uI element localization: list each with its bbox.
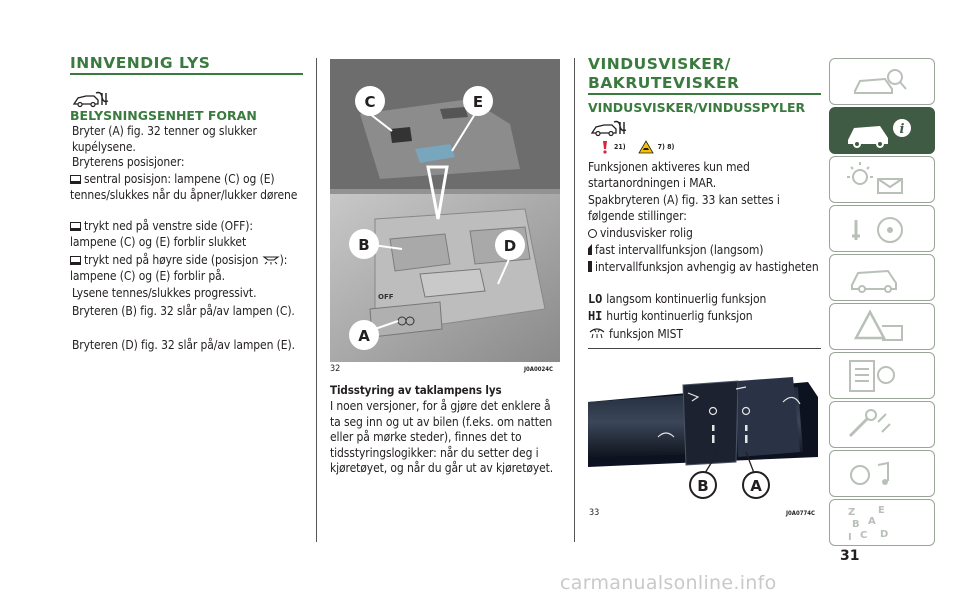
tab-lights-warnings[interactable] (829, 156, 935, 203)
section-title: VINDUSVISKER/ BAKRUTEVISKER (588, 55, 740, 92)
list-item: funksjon MIST (588, 326, 820, 343)
warning-triangle-icon (830, 304, 936, 351)
version-icons (72, 89, 112, 109)
paragraph: Bryterens posisjoner: (72, 155, 185, 169)
checklist-icon (830, 353, 936, 400)
svg-text:E: E (878, 505, 885, 516)
figure-code: J0A0024C (524, 366, 553, 373)
svg-text:Z: Z (848, 507, 856, 518)
figure-number: 33 (589, 508, 600, 518)
column-divider (316, 58, 317, 542)
roof-console-illustration (330, 59, 560, 362)
svg-text:A: A (358, 327, 370, 345)
list-item: HI hurtig kontinuerlig funksjon (588, 309, 753, 323)
version-icons (590, 118, 630, 138)
paragraph: I noen versjoner, for å gjøre det enklere å ta seg inn og ut av bilen (f.eks. om natten eller på mørke steder), finnes det to tidsstyringslogikker: når du setter deg i kjøretøyet, og når du går ut av kjøretøyet. (330, 399, 554, 475)
interior-lamp-icon (262, 255, 280, 265)
paragraph: Bryteren (B) fig. 32 slår på/av lampen (C). (72, 304, 295, 318)
section-title: INNVENDIG LYS (70, 54, 211, 72)
mist-icon (588, 326, 606, 339)
car-icon (830, 255, 936, 302)
page-number: 31 (840, 548, 860, 564)
car-info-icon (830, 108, 936, 155)
tab-technical-data[interactable] (829, 401, 935, 448)
section-subtitle: BELYSNINGSENHET FORAN (70, 108, 257, 123)
off-position-icon (588, 229, 597, 238)
alphabet-index-icon (830, 500, 936, 547)
tab-dashboard[interactable] (829, 58, 935, 105)
svg-text:D: D (880, 529, 889, 540)
svg-text:i: i (899, 122, 905, 137)
interval-speed-icon (588, 261, 592, 272)
figure-number: 32 (330, 364, 341, 374)
car-variant-icon (590, 118, 630, 138)
tab-safety[interactable] (829, 205, 935, 252)
hi-symbol: HI (588, 309, 603, 323)
svg-text:C: C (364, 93, 376, 111)
list-item: trykt ned på høyre side (posisjon ): lampene (C) og (E) forblir på. (70, 253, 288, 283)
lo-symbol: LO (588, 292, 603, 306)
subheading: Tidsstyring av taklampens lys (330, 383, 502, 397)
list-item: trykt ned på venstre side (OFF): lampene (C) og (E) forblir slukket (70, 219, 253, 249)
list-item: intervallfunksjon avhengig av hastigheten (588, 260, 820, 276)
caution-icon (638, 140, 654, 154)
tab-emergency[interactable] (829, 303, 935, 350)
svg-text:E: E (472, 93, 484, 111)
wiper-stalk-illustration (588, 357, 821, 504)
svg-text:I: I (848, 532, 852, 543)
tab-maintenance[interactable] (829, 352, 935, 399)
list-item: vindusvisker rolig (588, 226, 820, 242)
multimedia-icon (830, 451, 936, 498)
paragraph: Spakbryteren (A) fig. 33 kan settes i følgende stillinger: (588, 193, 780, 223)
column-divider (574, 58, 575, 542)
list-item: fast intervallfunksjon (langsom) (588, 243, 820, 259)
switch-right-icon (70, 256, 81, 265)
warning-lights-icon (830, 157, 936, 204)
tab-vehicle-knowledge[interactable] (829, 107, 935, 154)
list-item: sentral posisjon: lampene (C) og (E) tennes/slukkes når du åpner/lukker dørene (70, 172, 298, 202)
svg-text:A: A (750, 477, 762, 495)
section-subtitle: VINDUSVISKER/VINDUSSPYLER (588, 100, 806, 115)
figure-code: J0A0774C (786, 510, 815, 517)
paragraph: Funksjonen aktiveres kun med startanordningen i MAR. (588, 160, 750, 190)
figure-top-rule (588, 348, 821, 349)
svg-text:B: B (697, 477, 709, 495)
watermark: carmanualsonline.info (560, 572, 777, 594)
list-item: LO langsom kontinuerlig funksjon (588, 292, 767, 306)
svg-text:B: B (852, 519, 860, 530)
paragraph: Lysene tennes/slukkes progressivt. (72, 286, 257, 300)
figure-32-photo (330, 59, 560, 362)
interval-slow-icon (588, 244, 592, 255)
svg-text:B: B (358, 236, 370, 254)
tab-starting-driving[interactable] (829, 254, 935, 301)
warning-refs: 21) 7) 8) (600, 140, 674, 154)
wrench-icon (830, 402, 936, 449)
warning-icon (600, 140, 610, 154)
off-label: OFF (378, 293, 394, 301)
steering-wheel-icon (830, 206, 936, 253)
title-rule (70, 73, 303, 75)
car-variant-icon (72, 89, 112, 109)
switch-center-icon (70, 175, 81, 184)
svg-text:D: D (503, 237, 517, 255)
paragraph: Bryter (A) fig. 32 tenner og slukker kupélysene. (72, 124, 257, 154)
tab-index[interactable] (829, 499, 935, 546)
paragraph: Bryteren (D) fig. 32 slår på/av lampen (E). (72, 338, 295, 352)
dashboard-icon (830, 59, 936, 106)
svg-text:A: A (868, 516, 876, 527)
title-rule (588, 93, 821, 95)
figure-33-photo (588, 357, 821, 504)
svg-text:C: C (860, 530, 868, 541)
tab-multimedia[interactable] (829, 450, 935, 497)
switch-left-icon (70, 222, 81, 231)
